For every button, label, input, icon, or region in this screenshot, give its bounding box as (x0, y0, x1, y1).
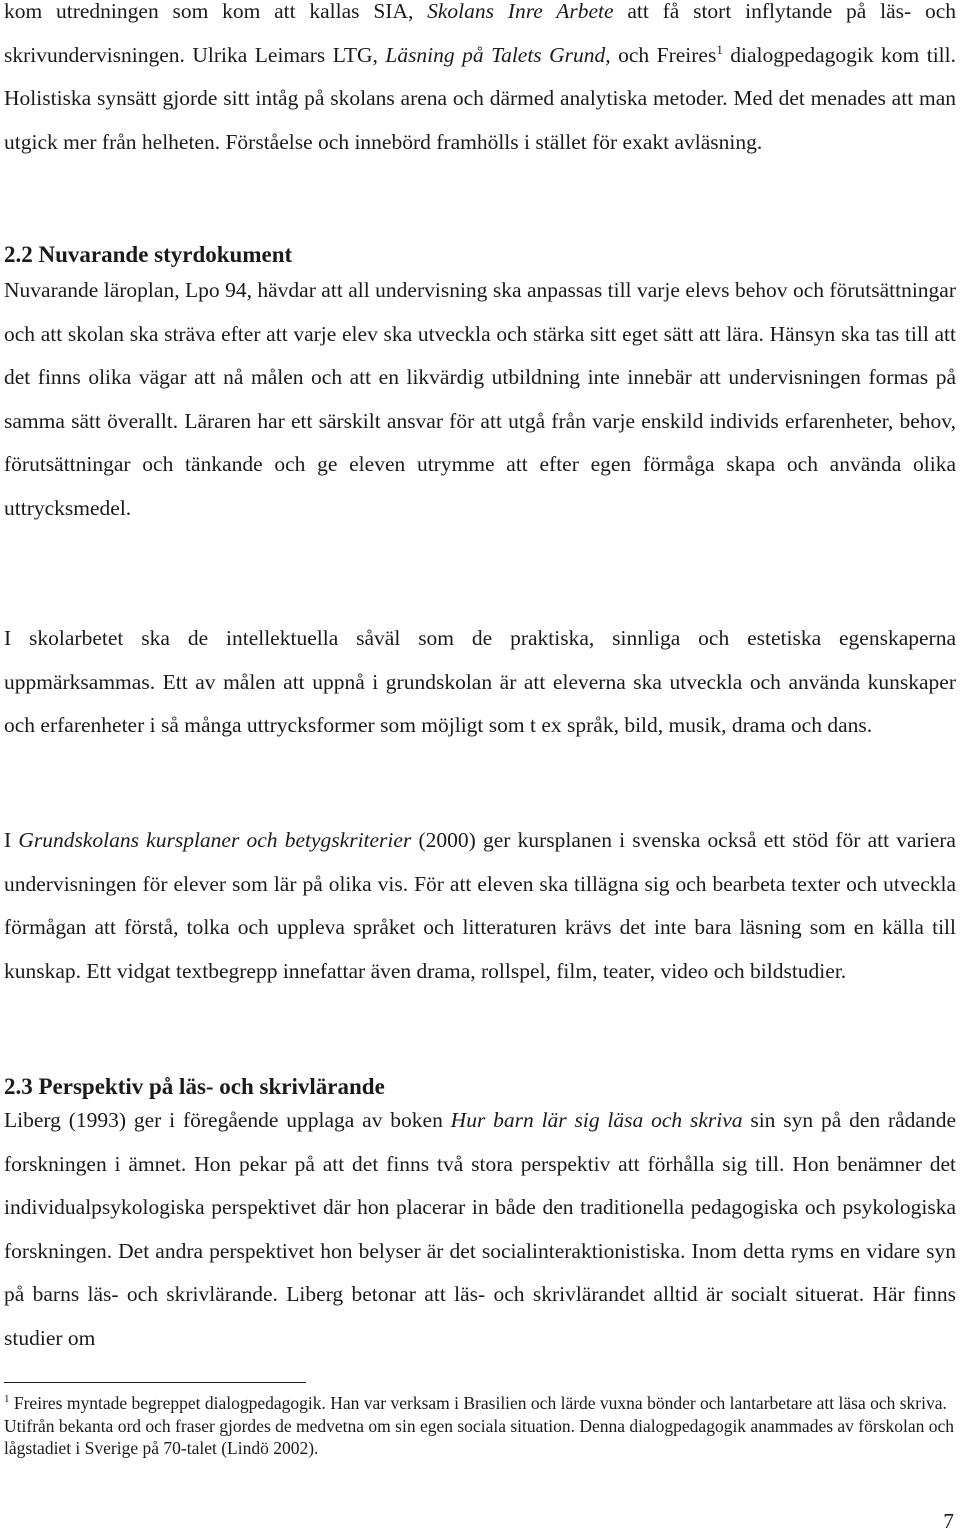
paragraph-2-3-text-b: sin syn på den rådande forskningen i ämnet. Hon pekar på att det finns två stora perspektiv att förhålla sig till. Hon benämner det individualpsykologiska perspektivet där hon placerar in både den traditionella pedagogiska och psykologiska forskningen. Det andra perspektivet hon belyser är det socialinteraktionistiska. Inom detta ryms en vidare syn på barns läs- och skrivlärande. Liberg betonar att läs- och skrivlärandet alltid är socialt situerat. Här finns studier om (4, 1108, 956, 1350)
intro-text-b: att få stort inflytande på läs- och skrivundervisningen. Ulrika Leimars LTG, (4, 0, 957, 67)
kursplaner-title: Grundskolans kursplaner och betygskriterier (18, 828, 412, 852)
book-title: Hur barn lär sig läsa och skriva (450, 1108, 743, 1132)
section-heading-2-3: 2.3 Perspektiv på läs- och skrivlärande (4, 1074, 385, 1099)
ltg-title: Läsning på Talets Grund, (385, 42, 611, 67)
footnote (4, 1392, 956, 1460)
sia-title: Skolans Inre Arbete (427, 0, 614, 23)
section-2-2-paragraph-2: I skolarbetet ska de intellektuella såväl som de praktiska, sinnliga och estetiska egenskaperna uppmärksammas. Ett av målen att uppnå i grundskolan är att eleverna ska utveckla och använda kunskaper och erfarenheter i så många uttrycksformer som möjligt som t ex språk, bild, musik, drama och dans. (4, 626, 956, 737)
intro-text-d: dialogpedagogik kom till. Holistiska synsätt gjorde sitt intåg på skolans arena och därmed analytiska metoder. Med det menades att man utgick mer från helheten. Förståelse och innebörd framhölls i stället för exakt avläsning. (4, 42, 957, 154)
footnote-text: Freires myntade begreppet dialogpedagogik. Han var verksam i Brasilien och lärde vuxna bönder och lantarbetare att läsa och skriva. Utifrån bekanta ord och fraser gjordes de medvetna om sin egen sociala situation. Denna dialogpedagogik anammades av förskolan och lågstadiet i Sverige på 70-talet (Lindö 2002). (4, 1393, 955, 1458)
paragraph-3-text-b: (2000) ger kursplanen i svenska också ett stöd för att variera undervisningen för elever som lär på olika vis. För att eleven ska tillägna sig och bearbeta texter och utveckla förmågan att förstå, tolka och uppleva språket och litteraturen krävs det inte bara läsning som en källa till kunskap. Ett vidgat textbegrepp innefattar även drama, rollspel, film, teater, video och bildstudier. (4, 828, 956, 983)
section-2-2-paragraph-1: Nuvarande läroplan, Lpo 94, hävdar att all undervisning ska anpassas till varje elevs behov och förutsättningar och att skolan ska sträva efter att varje elev ska utveckla och stärka sitt eget sätt att lära. Hänsyn ska tas till att det finns olika vägar att nå målen och att en likvärdig utbildning inte innebär att undervisningen formas på samma sätt överallt. Läraren har ett särskilt ansvar för att utgå från varje enskild individs erfarenheter, behov, förutsättningar och tänkande och ge eleven utrymme att efter egen förmåga skapa och använda olika uttrycksmedel. (4, 278, 956, 520)
footnote-reference[interactable]: 1 (716, 41, 723, 57)
paragraph-3-text-a: I (4, 828, 19, 852)
intro-text-a: kom utredningen som kom att kallas SIA, (4, 0, 428, 23)
section-2-2-paragraph-3 (4, 819, 956, 993)
paragraph-2-3-text-a: Liberg (1993) ger i föregående upplaga av boken (4, 1108, 451, 1132)
section-heading-2-2: 2.2 Nuvarande styrdokument (4, 242, 293, 267)
section-2-3-paragraph-1 (4, 1099, 956, 1360)
intro-paragraph (4, 0, 956, 164)
footnote-marker: 1 (4, 1393, 10, 1406)
page-number: 7 (943, 1509, 954, 1533)
footnote-divider (4, 1382, 306, 1383)
intro-text-c: och Freires (610, 42, 717, 67)
